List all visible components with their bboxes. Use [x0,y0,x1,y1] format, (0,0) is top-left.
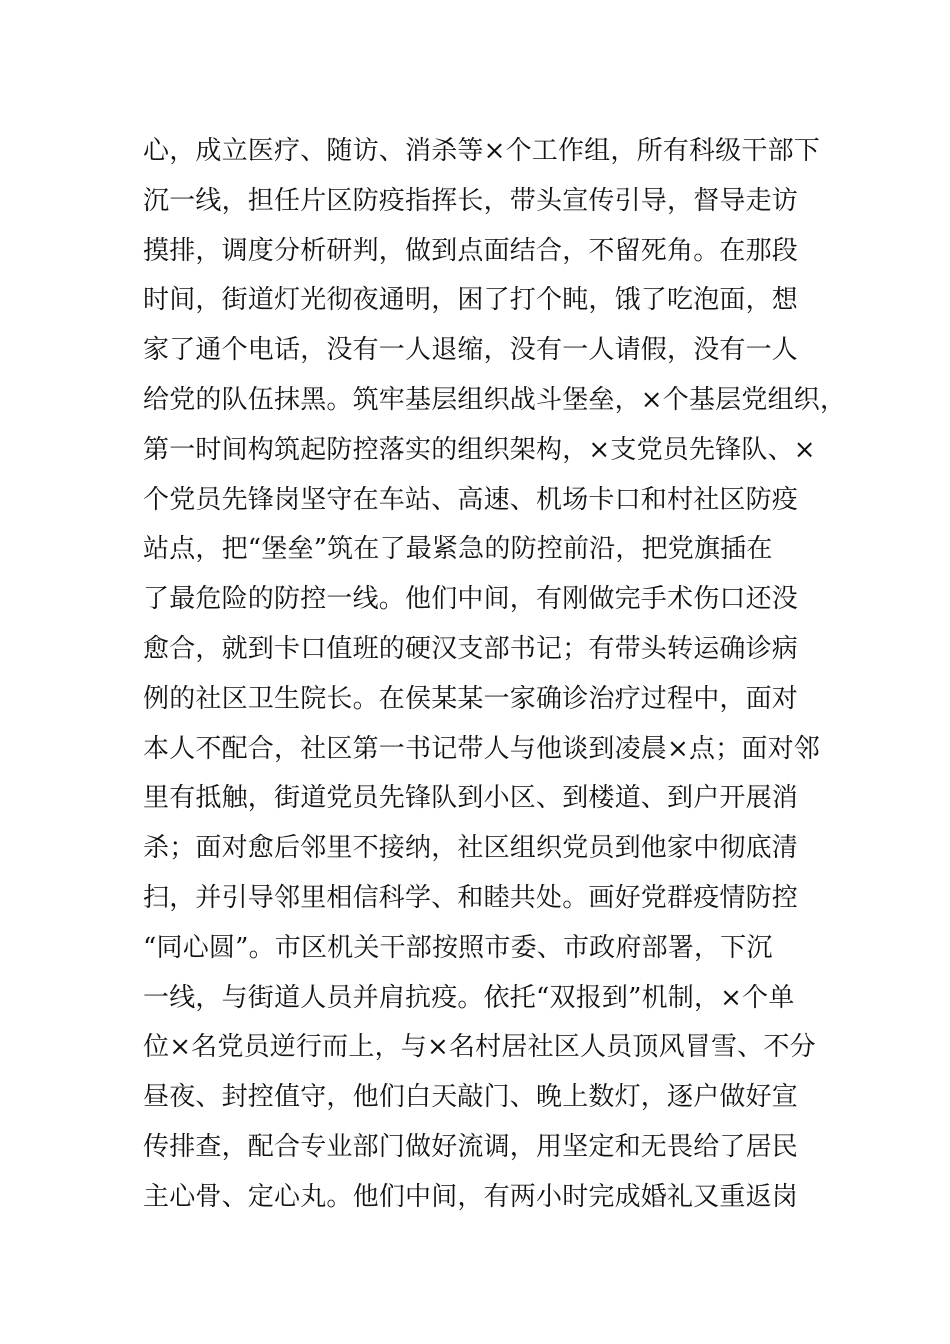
text-line-5: 家了通个电话，没有一人退缩，没有一人请假，没有一人 [143,335,799,366]
text-line-2: 沉一线，担任片区防疫指挥长，带头宣传引导，督导走访 [143,185,799,216]
text-line-4: 时间，街道灯光彻夜通明，困了打个盹，饿了吃泡面，想 [143,285,799,316]
text-line-14: 里有抵触，街道党员先锋队到小区、到楼道、到户开展消 [143,783,799,814]
text-line-11: 愈合，就到卡口值班的硬汉支部书记；有带头转运确诊病 [143,633,799,664]
text-line-10: 了最危险的防控一线。他们中间，有刚做完手术伤口还没 [143,584,799,615]
text-line-1: 心，成立医疗、随访、消杀等×个工作组，所有科级干部下 [143,136,820,166]
text-line-13: 本人不配合，社区第一书记带人与他谈到凌晨×点；面对邻 [143,733,820,764]
text-line-18: 一线，与街道人员并肩抗疫。依托“双报到”机制，×个单 [143,982,795,1013]
text-line-17: “同心圆”。市区机关干部按照市委、市政府部署，下沉 [143,932,773,963]
text-line-9: 站点，把“堡垒”筑在了最紧急的防控前沿，把党旗插在 [143,534,773,565]
text-line-20: 昼夜、封控值守，他们白天敲门、晚上数灯，逐户做好宣 [143,1082,799,1113]
text-line-19: 位×名党员逆行而上，与×名村居社区人员顶风冒雪、不分 [143,1032,816,1063]
text-line-22: 主心骨、定心丸。他们中间，有两小时完成婚礼又重返岗 [143,1181,799,1212]
text-line-15: 杀；面对愈后邻里不接纳，社区组织党员到他家中彻底清 [143,833,799,864]
text-line-6: 给党的队伍抹黑。筑牢基层组织战斗堡垒，×个基层党组织， [143,384,847,415]
text-line-7: 第一时间构筑起防控落实的组织架构，×支党员先锋队、× [143,434,816,465]
text-line-12: 例的社区卫生院长。在侯某某一家确诊治疗过程中，面对 [143,683,799,714]
text-line-21: 传排查，配合专业部门做好流调，用坚定和无畏给了居民 [143,1131,799,1162]
text-line-3: 摸排，调度分析研判，做到点面结合，不留死角。在那段 [143,235,799,266]
text-line-16: 扫，并引导邻里相信科学、和睦共处。画好党群疫情防控 [143,882,799,913]
body-text [143,127,847,1223]
text-line-8: 个党员先锋岗坚守在车站、高速、机场卡口和村社区防疫 [143,484,799,515]
